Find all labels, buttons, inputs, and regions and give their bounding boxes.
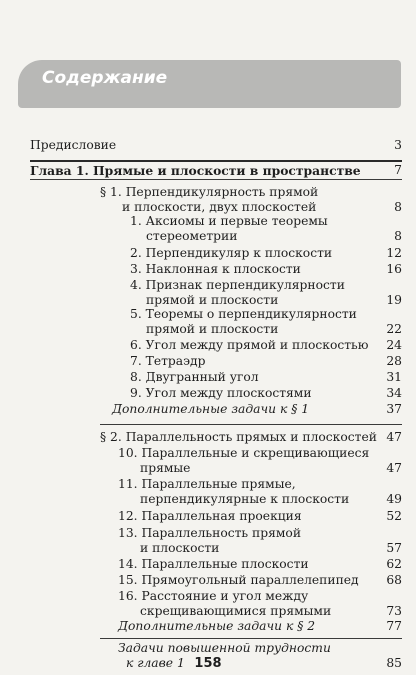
toc-entry-item-14[interactable] [118,557,402,572]
toc-entry-title: 10. Параллельные и скрещивающиеся [118,446,370,460]
toc-entry-chapter-1[interactable] [30,163,402,178]
toc-entry-title: Задачи повышенной трудности [118,641,331,655]
toc-page-number: 22 [386,322,402,336]
advanced-tasks-divider [100,638,402,639]
toc-page-number: 52 [386,509,402,523]
toc-entry-title: § 1. Перпендикулярность прямой [100,185,319,199]
toc-entry-title: 5. Теоремы о перпендикулярности [130,307,357,321]
toc-entry-title: 15. Прямоугольный параллелепипед [118,573,359,587]
toc-page-number: 3 [394,138,402,152]
toc-entry-title: 8. Двугранный угол [130,370,259,384]
toc-entry-item-2[interactable] [130,246,402,261]
toc-entry-title-cont: скрещивающимися прямыми [140,604,332,618]
toc-entry-item-11[interactable] [118,477,402,507]
toc-entry-title-cont: стереометрии [146,229,238,243]
toc-page-number: 47 [386,430,402,444]
toc-entry-title: 3. Наклонная к плоскости [130,262,301,276]
toc-entry-title-cont: и плоскости [140,541,220,555]
toc-page-number: 12 [386,246,402,260]
toc-page-number: 7 [394,163,402,177]
toc-entry-title: 14. Параллельные плоскости [118,557,309,571]
toc-entry-extra-tasks-1[interactable] [112,402,402,417]
toc-page-number: 77 [386,619,402,633]
toc-entry-section-1[interactable] [100,185,402,215]
toc-page-number: 37 [386,402,402,416]
toc-entry-item-10[interactable] [118,446,402,476]
toc-page-number: 85 [386,656,402,670]
toc-entry-item-5[interactable] [130,307,402,337]
toc-page-number: 49 [386,492,402,506]
toc-entry-title: 7. Тетраэдр [130,354,206,368]
toc-entry-item-7[interactable] [130,354,402,369]
toc-entry-title: § 2. Параллельность прямых и плоскостей [100,430,377,444]
toc-entry-section-2[interactable] [100,430,402,445]
toc-page-number: 34 [386,386,402,400]
toc-entry-title: 16. Расстояние и угол между [118,589,309,603]
toc-entry-title-cont: к главе 1 [126,656,185,670]
toc-entry-title: 6. Угол между прямой и плоскостью [130,338,369,352]
toc-entry-item-4[interactable] [130,278,402,308]
toc-page-number: 16 [386,262,402,276]
toc-page-number: 68 [386,573,402,587]
chapter-bottom-rule [30,179,402,180]
toc-entry-title: Дополнительные задачи к § 1 [112,402,310,416]
toc-page-number: 28 [386,354,402,368]
toc-page-number: 8 [394,229,402,243]
toc-entry-title: 11. Параллельные прямые, [118,477,296,491]
toc-entry-item-12[interactable] [118,509,402,524]
toc-entry-item-15[interactable] [118,573,402,588]
toc-entry-preface[interactable] [30,138,402,153]
toc-entry-title-cont: перпендикулярные к плоскости [140,492,350,506]
toc-entry-title: 1. Аксиомы и первые теоремы [130,214,328,228]
page-title: Содержание [42,68,168,88]
toc-page-number: 31 [386,370,402,384]
toc-entry-title-cont: и плоскости, двух плоскостей [122,200,317,214]
toc-entry-item-16[interactable] [118,589,402,619]
toc-entry-title: 9. Угол между плоскостями [130,386,312,400]
toc-page-number: 62 [386,557,402,571]
chapter-top-rule [30,160,402,162]
toc-entry-title: 2. Перпендикуляр к плоскости [130,246,333,260]
page-number: 158 [194,656,222,671]
toc-entry-title: 4. Признак перпендикулярности [130,278,345,292]
toc-page-number: 8 [394,200,402,214]
toc-entry-title-cont: прямые [140,461,191,475]
toc-page-number: 73 [386,604,402,618]
toc-page-number: 19 [386,293,402,307]
toc-entry-item-3[interactable] [130,262,402,277]
toc-entry-item-8[interactable] [130,370,402,385]
section-divider [100,424,402,425]
toc-entry-item-13[interactable] [118,526,402,556]
toc-entry-title: 13. Параллельность прямой [118,526,302,540]
toc-entry-title-cont: прямой и плоскости [146,322,279,336]
toc-entry-title: Дополнительные задачи к § 2 [118,619,316,633]
toc-page-number: 24 [386,338,402,352]
toc-page-number: 47 [386,461,402,475]
toc-entry-title: Глава 1. Прямые и плоскости в пространстве [30,163,361,178]
toc-entry-title: Предисловие [30,138,117,152]
toc-entry-item-6[interactable] [130,338,402,353]
toc-entry-item-1[interactable] [130,214,402,244]
toc-entry-title: 12. Параллельная проекция [118,509,302,523]
toc-entry-title-cont: прямой и плоскости [146,293,279,307]
toc-page-number: 57 [386,541,402,555]
toc-entry-extra-tasks-2[interactable] [118,619,402,634]
toc-entry-item-9[interactable] [130,386,402,401]
